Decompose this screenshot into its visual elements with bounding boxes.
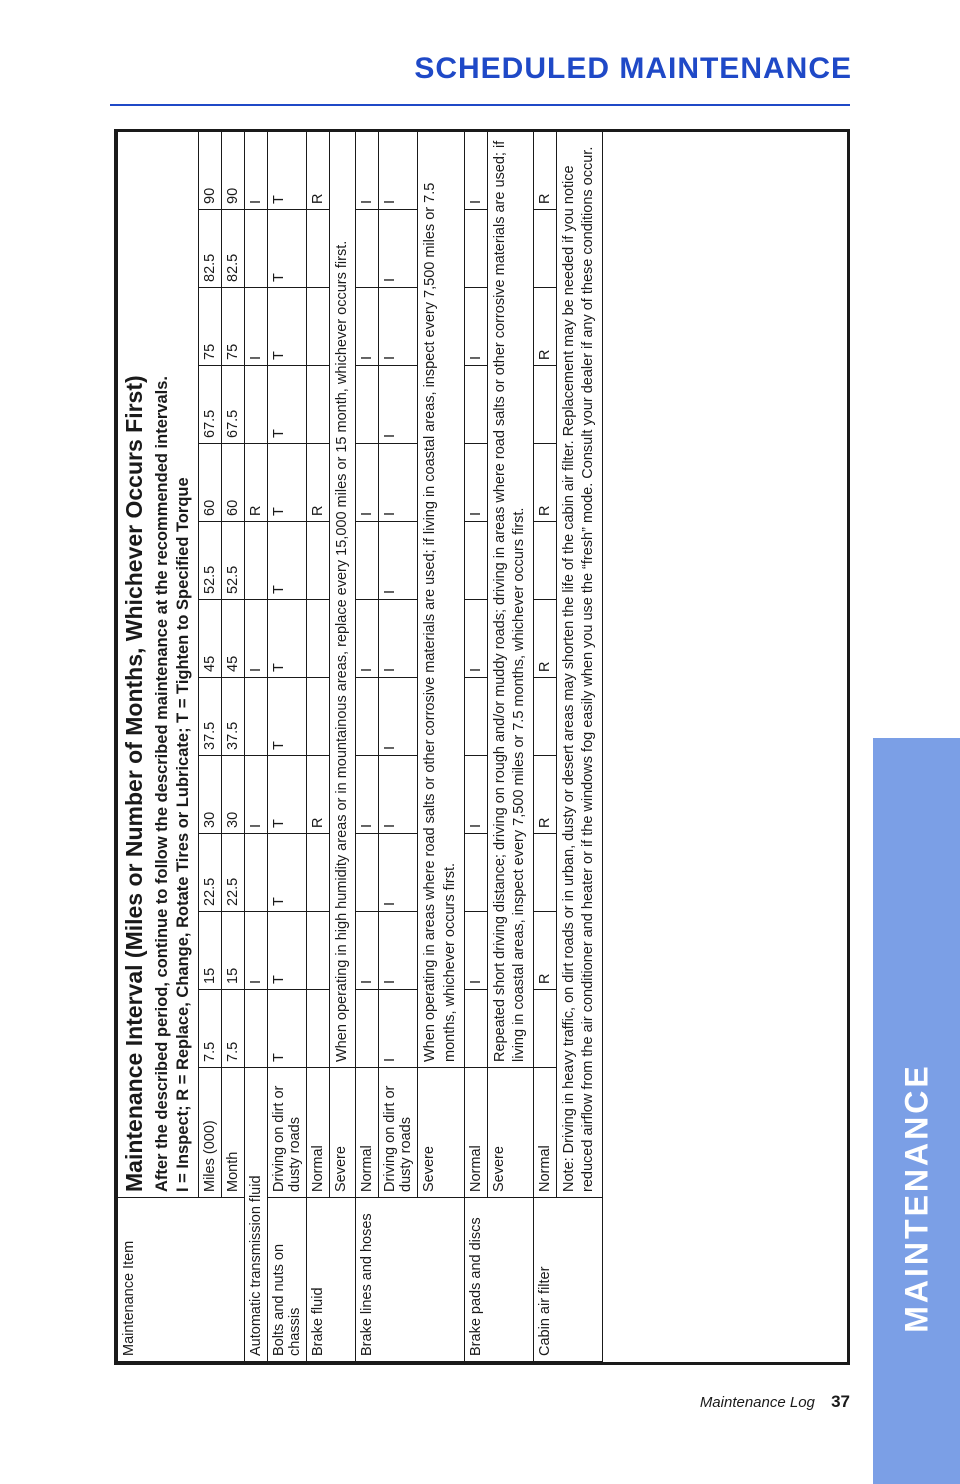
interval-value: T [267,366,306,444]
condition-cell: Normal [356,1068,379,1198]
interval-value: I [356,756,379,834]
interval-value: I [356,131,379,209]
interval-value: I [379,600,418,678]
interval-value [244,678,267,756]
interval-subtitle-1: After the described period, continue to follow the described maintenance at the recommended intervals. [153,375,171,1192]
interval-value: I [464,288,487,366]
interval-value: I [356,600,379,678]
interval-value: I [379,522,418,600]
interval-value: T [267,288,306,366]
rotated-table-container [117,132,847,1362]
interval-value: R [306,756,329,834]
interval-value: T [267,912,306,990]
interval-title: Maintenance Interval (Miles or Number of Months, Whichever Occurs First) [121,375,147,1192]
interval-value: T [267,756,306,834]
table-row [329,131,356,1361]
item-brake-lines: Brake lines and hoses [356,1198,464,1362]
interval-value [306,522,329,600]
cabin-filter-note: Note: Driving in heavy traffic, on dirt roads or in urban, dusty or desert areas may shorten the life of the cabin air filter. Replacement may be needed if you notice reduced airflow from the air conditioner and heater or if the windows fog easily when you use the “fresh” mode. Consult your dealer if any of these conditions occur. [556,131,602,1197]
title-divider [110,104,850,106]
condition-cell: Severe [487,1068,533,1198]
condition-cell: Normal [464,1068,487,1198]
severe-note: When operating in areas where road salts or other corrosive materials are used; if living in coastal areas, inspect every 7,500 miles or 7.5 months, whichever occurs first. [418,131,464,1067]
interval-value [356,834,379,912]
interval-value: I [379,444,418,522]
interval-value [244,210,267,288]
interval-value: I [356,444,379,522]
interval-header [118,131,199,1197]
interval-value: I [379,990,418,1068]
interval-value [464,678,487,756]
month-interval: 75 [221,288,244,366]
item-brake-pads: Brake pads and discs [464,1198,533,1362]
interval-value: T [267,210,306,288]
month-interval: 45 [221,600,244,678]
interval-value: R [533,912,556,990]
table-row [464,131,487,1361]
interval-value [464,366,487,444]
condition-cell: Severe [329,1068,356,1198]
miles-interval: 75 [198,288,221,366]
interval-value: I [379,288,418,366]
month-interval: 52.5 [221,522,244,600]
miles-interval: 82.5 [198,210,221,288]
footer-section-name: Maintenance Log [699,1394,815,1411]
interval-value: I [379,366,418,444]
interval-value: R [306,444,329,522]
interval-value: T [267,131,306,209]
interval-value [533,678,556,756]
interval-value: I [379,912,418,990]
interval-value [306,288,329,366]
maintenance-table-frame [114,129,850,1365]
table-row [556,131,602,1361]
interval-value: R [533,600,556,678]
table-row [487,131,533,1361]
interval-value: T [267,834,306,912]
month-interval: 60 [221,444,244,522]
interval-value: I [244,756,267,834]
interval-value [356,210,379,288]
interval-value [533,834,556,912]
interval-value [533,990,556,1068]
miles-interval: 67.5 [198,366,221,444]
page-number: 37 [831,1392,850,1411]
interval-value: I [379,678,418,756]
month-interval: 7.5 [221,990,244,1068]
month-interval: 82.5 [221,210,244,288]
interval-value: I [464,444,487,522]
interval-value [244,522,267,600]
table-row [418,131,464,1361]
interval-value [356,990,379,1068]
month-interval: 15 [221,912,244,990]
interval-value: R [244,444,267,522]
maintenance-schedule-table [117,131,603,1362]
interval-value [356,522,379,600]
item-atf: Automatic transmission fluid [244,1068,267,1362]
interval-value [356,366,379,444]
interval-value [464,210,487,288]
month-interval: 67.5 [221,366,244,444]
interval-value: I [464,600,487,678]
interval-value: I [244,600,267,678]
miles-interval: 45 [198,600,221,678]
interval-value: T [267,678,306,756]
side-tab-label: MAINTENANCE [898,1063,934,1333]
condition-cell: Driving on dirt or dusty roads [267,1068,306,1198]
interval-value [533,366,556,444]
interval-value [464,522,487,600]
interval-value: R [306,131,329,209]
interval-value: I [464,912,487,990]
interval-value: T [267,522,306,600]
interval-value: R [533,444,556,522]
interval-value [306,834,329,912]
condition-cell: Normal [533,1068,556,1198]
interval-value: T [267,444,306,522]
condition-cell: Driving on dirt or dusty roads [379,1068,418,1198]
interval-subtitle-2: I = Inspect; R = Replace, Change, Rotate Tires or Lubricate; T = Tighten to Specified Torque [174,477,193,1192]
interval-value [464,834,487,912]
interval-value: I [356,912,379,990]
interval-value [306,366,329,444]
table-row [533,131,556,1361]
interval-value: I [379,834,418,912]
condition-cell: Normal [306,1068,329,1198]
interval-value: I [356,288,379,366]
table-row [356,131,379,1361]
interval-value [244,990,267,1068]
interval-value: R [533,756,556,834]
miles-interval: 90 [198,131,221,209]
interval-value [306,210,329,288]
condition-cell: Severe [418,1068,464,1198]
month-interval: 22.5 [221,834,244,912]
interval-value [306,600,329,678]
item-brake-fluid: Brake fluid [306,1198,356,1362]
item-cabin-filter: Cabin air filter [533,1198,602,1362]
interval-value: T [267,600,306,678]
month-interval: 37.5 [221,678,244,756]
interval-value [464,990,487,1068]
interval-value [306,990,329,1068]
miles-interval: 30 [198,756,221,834]
interval-value: I [379,756,418,834]
interval-value: I [379,131,418,209]
interval-value: I [244,912,267,990]
miles-interval: 37.5 [198,678,221,756]
section-side-tab [873,738,960,1484]
interval-value: R [533,288,556,366]
interval-value [533,522,556,600]
severe-note: Repeated short driving distance; driving on rough and/or muddy roads; driving in areas where road salts or other corrosive materials are used; if living in coastal areas, inspect every 7,500 miles or 7.5 months, whichever occurs first. [487,131,533,1067]
interval-value [356,678,379,756]
interval-value: I [244,288,267,366]
miles-interval: 22.5 [198,834,221,912]
table-row [379,131,418,1361]
interval-value [244,366,267,444]
interval-value [244,834,267,912]
miles-interval: 7.5 [198,990,221,1068]
interval-value [533,210,556,288]
miles-interval: 52.5 [198,522,221,600]
month-interval: 30 [221,756,244,834]
miles-interval: 15 [198,912,221,990]
maintenance-item-header: Maintenance Item [118,1198,245,1362]
interval-value [306,678,329,756]
table-row [244,131,267,1361]
month-label: Month [221,1068,244,1198]
page-footer [700,1392,850,1412]
interval-value: R [533,131,556,209]
interval-value: I [379,210,418,288]
interval-value: I [244,131,267,209]
interval-value: I [464,756,487,834]
item-bolts: Bolts and nuts on chassis [267,1198,306,1362]
interval-value: I [464,131,487,209]
table-row [267,131,306,1361]
interval-value [306,912,329,990]
month-interval: 90 [221,131,244,209]
interval-value: T [267,990,306,1068]
miles-label: Miles (000) [198,1068,221,1198]
page-title: SCHEDULED MAINTENANCE [414,52,852,85]
severe-note: When operating in high humidity areas or in mountainous areas, replace every 15,000 miles or 15 month, whichever occurs first. [329,131,356,1067]
table-row [306,131,329,1361]
miles-interval: 60 [198,444,221,522]
